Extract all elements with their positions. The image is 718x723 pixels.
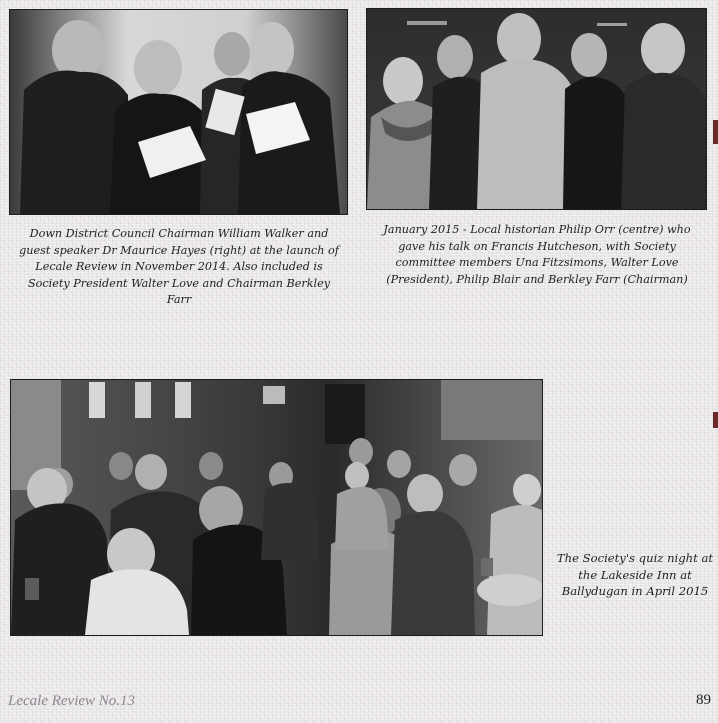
photo-philip-orr-committee: [367, 9, 706, 209]
page-number: 89: [696, 692, 711, 708]
publication-title: Lecale Review No.13: [8, 693, 136, 709]
edge-mark-top: [713, 120, 718, 144]
caption-quiz-night: The Society's quiz night at the Lakeside Inn at Ballydugan in April 2015: [556, 551, 714, 598]
photo-council-chairman-launch: [10, 10, 347, 214]
edge-mark-bottom: [713, 412, 718, 428]
photo-quiz-night: [11, 380, 542, 635]
caption-council-chairman-launch: Down District Council Chairman William Walker and guest speaker Dr Maurice Hayes (right) at the launch of Lecale Review in November 2014. Also included is Society President Walter Love and Chairman Berkley Farr: [19, 227, 339, 306]
caption-philip-orr-committee: January 2015 - Local historian Philip Orr (centre) who gave his talk on Francis Hutcheson, with Society committee members Una Fitzsimons, Walter Love (President), Philip Blair and Berkley Farr (Chairman): [383, 223, 691, 286]
